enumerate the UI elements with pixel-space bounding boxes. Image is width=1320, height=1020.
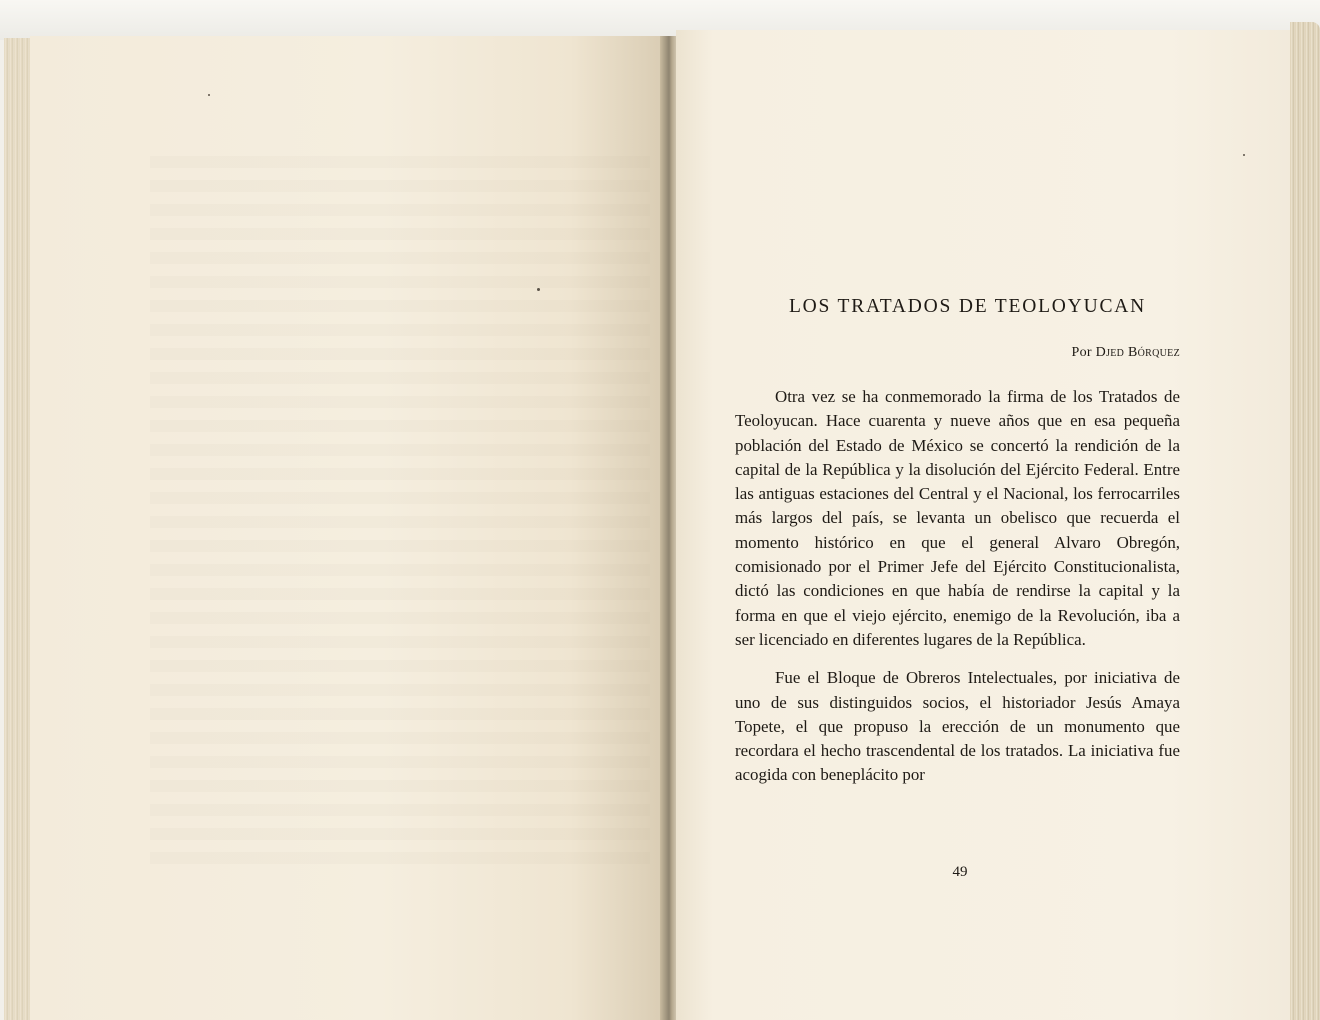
show-through-text bbox=[150, 156, 650, 876]
dust-speck bbox=[537, 288, 540, 291]
article-body bbox=[735, 296, 1180, 802]
dust-speck bbox=[208, 94, 210, 96]
dust-speck bbox=[1243, 154, 1245, 156]
paragraph: Otra vez se ha conmemorado la firma de los Tratados de Teoloyucan. Hace cuarenta y nueve años que en esa pequeña población del Estado de México se concertó la rendición de la capital de la República y la disolución del Ejército Federal. Entre las antiguas estaciones del Central y el Nacional, los ferrocarriles más largos del país, se levanta un obelisco que recuerda el momento histórico en que el general Alvaro Obregón, comisionado por el Primer Jefe del Ejército Constitucionalista, dictó las condiciones en que había de rendirse la capital y la forma en que el viejo ejército, enemigo de la Revolución, iba a ser licenciado en diferentes lugares de la República. bbox=[735, 387, 1180, 649]
author-name: Djed Bórquez bbox=[1095, 345, 1180, 360]
byline-prefix: Por bbox=[1071, 345, 1092, 360]
page-number: 49 bbox=[952, 864, 968, 880]
article-title: LOS TRATADOS DE TEOLOYUCAN bbox=[788, 296, 1147, 317]
paragraph: Fue el Bloque de Obreros Intelectuales, por iniciativa de uno de sus distinguidos socios, el historiador Jesús Amaya Topete, el que propuso la erección de un monumento que recordara el hecho trascendental de los tratados. La iniciativa fue acogida con beneplácito por bbox=[735, 668, 1180, 785]
left-page bbox=[30, 36, 666, 1020]
article-byline bbox=[735, 345, 1180, 361]
right-page-edges bbox=[1290, 22, 1320, 1020]
